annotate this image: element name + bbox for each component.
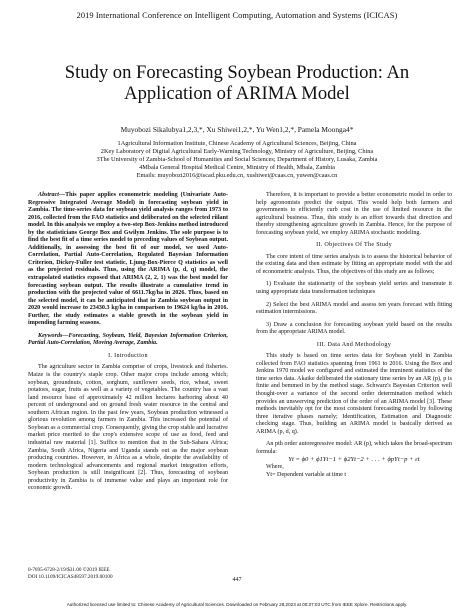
- left-column: [28, 192, 228, 493]
- objective-item-3: 3) Draw a conclusion for forecasting soybean yield based on the results from the appropriate ARIMA model.: [256, 321, 452, 336]
- conference-header: 2019 International Conference on Intelligent Computing, Automation and Systems (ICICAS): [76, 11, 398, 20]
- right-column: [256, 192, 452, 479]
- methodology-paragraph: This study is based on time series data for Soybean yield in Zambia collected from FAO statistics spanning from 1961 to 2016. Using the Box and Jenkins 1970 model we configured and estimated the imminent statistics of the time series data. Akaike deliberated the stationary time series by an AR (p), p is finite and bemmed in by the method stage. Schwarz's Bayesian Criterion well thought-over a variance of the second order determination method which provides an unswerving prediction of the order of an ARIMA model [3]. These methods inevitably opt for the most consistent forecasting model by following three iterative phases namely; Identification, Estimation and Diagnostic checking stage. Thus, building an ARIMA model is basically derived as ARIMA (p, d, q).: [256, 353, 452, 435]
- affiliation-3: 3The University of Zambia-School of Humanities and Social Sciences; Department of History, Lusaka, Zambia: [96, 156, 378, 163]
- ar-model-intro: An pth order autoregressive model: AR (p), which takes the broad-spectrum formula:: [256, 441, 452, 455]
- ar-equation: Yt = ϕ0 + ϕ1Yt−1 + ϕ2Yt−2 + . . . + ϕpYt−p + εt: [288, 456, 420, 464]
- isbn-line: 0-7695-6728-2/19/$31.00 ©2019 IEEE: [28, 567, 110, 573]
- author-list: Muyobozi Sikalubya1,2,3,*, Xu Shiwei1,2,*, Yu Wen1,2,*, Pamela Moonga4*: [120, 125, 354, 134]
- affiliation-2: 2Key Laboratory of Digital Agricultural Early-Warning Technology, Ministry of Agriculture, Beijing, China: [100, 148, 374, 155]
- section-heading-data-methodology: III. Data And Methodology: [316, 341, 392, 348]
- affiliation-1: 1Agricultural Information Institute, Chinese Academy of Agricultural Sciences, Beijing, China: [117, 140, 357, 147]
- author-emails: Emails: muyobozi2016@iscad.pku.edu.cn, xushiwei@caas.cn, yuwen@caas.cn: [136, 172, 338, 179]
- abstract-text: —This paper applies econometric modeling (Univariate Auto-Regressive Integrated Average Model) in forecasting soybean yield in Zambia. The time-series data for soybean yield analysis ranges from 1973 to 2016, collected from the FAO statistics and deliberated on the selected riilant model. In this analysis we employ a two-step Box-Jenkins method introduced by the statisticians George Box and Gwilym Jenkins. The sole purpose is to find the best fit of a time series model to preceding values of Soybean output. Additionally, in assessing the best fit of our model, we used Auto-Correlation, Partial Auto-Correlation, Regulated Bayesian Information Criterion, Dickey-Fuller test statistic, Ljung-Box-Pierce Q statistics as well as the projected residuals. Thus, using the ARIMA (p, d, q) model, the extrapolated statistics exposed that ARIMA (2, 2, 1) was the best model for forecasting soybean output. The results illustrate a cumulative trend in production with the projected value of 6611.7kg/ha in 2026. Thus, based on the selected model, it can be anticipated that in Zambia soybean output in 2020 would increase to 23430.3 kg/ha in comparison to 19624 kg/ha in 2016. Further, the study estimates a stable growth in the soybean yield in impending farming seasons.: [28, 192, 228, 327]
- section-heading-introduction: I. Introduction: [108, 352, 148, 359]
- abstract: [28, 192, 228, 328]
- title-line-2: Application of ARIMA Model: [124, 83, 350, 104]
- objective-item-2: 2) Select the best ARIMA model and assess ten years forecast with fitting estimation intermissions.: [256, 301, 452, 316]
- page-number: 447: [232, 577, 242, 583]
- abstract-label: Abstract: [38, 192, 59, 198]
- section-heading-objectives: II. Objectives Of The Study: [316, 242, 392, 249]
- paper-title: [20, 62, 454, 104]
- objective-item-1: 1) Evaluate the stationarity of the soybean yield series and transmute it using appropriate data transformation techniques: [256, 281, 452, 296]
- title-line-1: Study on Forecasting Soybean Production: An: [64, 62, 410, 83]
- doi-line: DOI 10.1109/ICICAS48597.2019.00100: [28, 574, 113, 580]
- where-label: Where,: [266, 463, 284, 470]
- introduction-paragraph-2: Therefore, it is important to provide a better econometric model in order to help agronomists predict the output. This would help both farmers and governments to efficiently curb cost in the use of limited resource in the agricultural business. Thus, this study is an effort towards that direction and thereby strengthening agriculture growth in Zambia. Hence, for the purpose of forecasting soybean yield, we employ ARIMA stochastic modeling.: [256, 192, 452, 236]
- objectives-intro: The core intent of time series analysis is to assess the historical behavior of the existing data and then estimate by fitting an appropriate model with the aid of econometric analysis. Thus, the objectives of this study are as follows;: [256, 253, 452, 275]
- introduction-paragraph-1: The agriculture sector in Zambia comprise of crops, livestock and fisheries. Maize is the country's staple crop. Other major crops include among which; soybean, groundnuts, cotton, sorghum, sunflower seeds, rice, wheat, sweet potatoes, sugar, fruits as well as a variety of vegetables. The country has a vast land resource base of approximately 42 million hectares harboring about 40 percent of underground and on ground fresh water resource in the central and southern African region. In the past few years, Soybean production witnessed a glorious revolution among farmers in Zambia. This increased the potential of Soybean as a commercial crop. Consequently, giving the crop stable and lucrative market price merited to the crop's extensive scope of use as food, feed and industrial raw material [1]. Suffice to mention that in the Sub-Sahara Africa; Zambia, South Africa, Nigeria and Uganda stands out as the major soybean producing countries. However, in Africa as a whole, despite the availability of modern technological advancements and regional market integration efforts, Soybean production is still insignificant [2]. Thus, forecasting of soybean productivity in Zambia is of immense value and plays an important role for economic growth.: [28, 364, 228, 492]
- keywords: Keywords—Forecasting, Soybean, Yield, Bayesian Information Criterion, Partial Auto-Correlation, Moving Average, Zambia.: [28, 332, 228, 347]
- variable-definition: Yt= Dependent variable at time t: [266, 471, 347, 478]
- affiliation-4: 4Mbala General Hospital Medical Centre, Ministry of Health, Mbala, Zambia: [139, 164, 335, 171]
- license-notice: Authorized licensed use limited to: Chinese Academy of Agricultural Sciences. Downloaded on February 28,2023 at 00:37:03 UTC from IEEE Xplore. Restrictions apply.: [66, 602, 408, 607]
